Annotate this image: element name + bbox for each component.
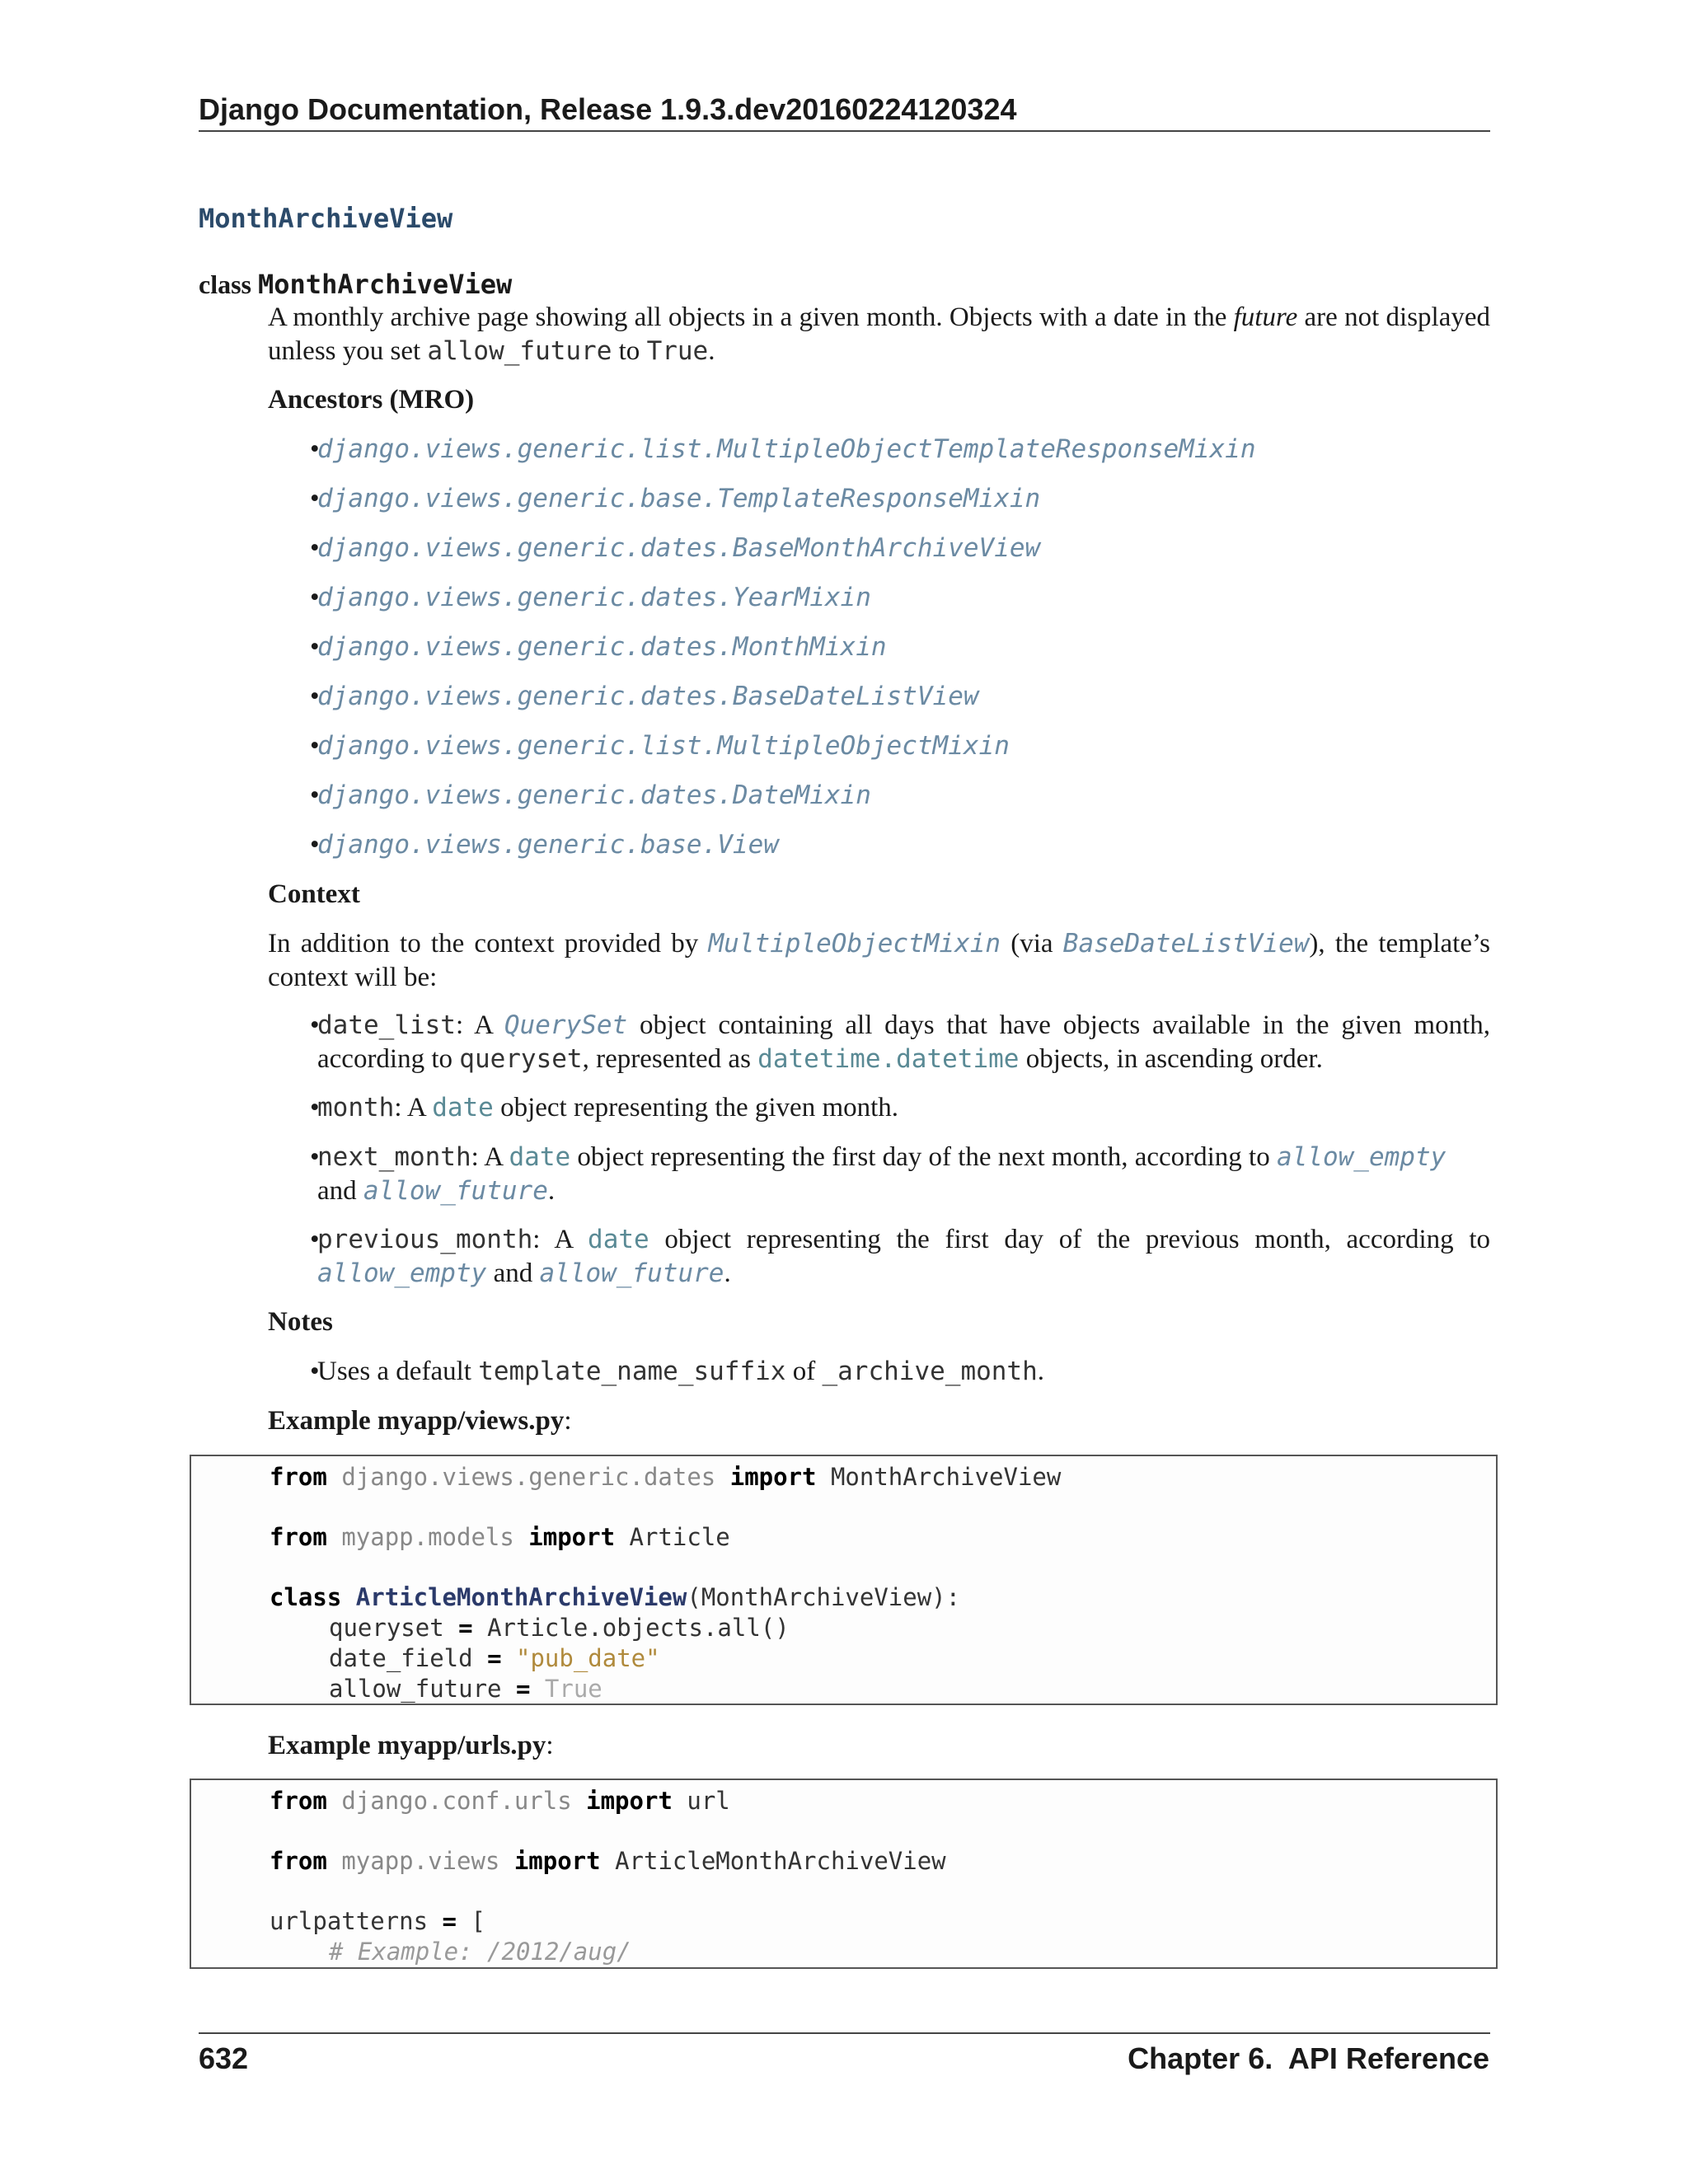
- code-line: date_field = "pub_date": [329, 1644, 660, 1672]
- ancestor-item: • django.views.generic.list.MultipleObjectTemplateResponseMixin: [310, 434, 1256, 464]
- ancestor-item: • django.views.generic.base.View: [310, 830, 779, 860]
- multipleobjectmixin-link[interactable]: MultipleObjectMixin: [708, 929, 1001, 958]
- date-link[interactable]: date: [432, 1093, 494, 1122]
- example-urls-heading: Example myapp/urls.py:: [268, 1731, 554, 1760]
- ancestor-item: • django.views.generic.dates.YearMixin: [310, 583, 871, 612]
- ancestor-link[interactable]: django.views.generic.dates.BaseDateListView: [317, 682, 979, 711]
- section-title: MonthArchiveView: [199, 203, 453, 234]
- context-item-next-month: • next_month: A date object representing the first day of the next month, according to allow_empty and allow_future.: [310, 1142, 1447, 1206]
- ancestor-link[interactable]: django.views.generic.dates.MonthMixin: [317, 632, 887, 662]
- ancestors-heading: Ancestors (MRO): [268, 385, 475, 415]
- allow-future-code: allow_future: [427, 336, 612, 366]
- code-line: from django.views.generic.dates import MonthArchiveView: [270, 1463, 1062, 1491]
- code-line: class ArticleMonthArchiveView(MonthArchiveView):: [270, 1583, 961, 1611]
- ancestor-link[interactable]: django.views.generic.list.MultipleObjectTemplateResponseMixin: [317, 434, 1256, 464]
- allow-future-link[interactable]: allow_future: [539, 1258, 724, 1288]
- header-rule: [199, 130, 1490, 132]
- ancestor-link[interactable]: django.views.generic.dates.BaseMonthArchiveView: [317, 533, 1041, 563]
- code-line: urlpatterns = [: [270, 1907, 485, 1935]
- ancestor-link[interactable]: django.views.generic.list.MultipleObjectMixin: [317, 731, 1010, 761]
- intro-paragraph: A monthly archive page showing all objects in a given month. Objects with a date in the future are not displayed unless you set allow_future to True.: [268, 302, 1490, 366]
- ancestor-link[interactable]: django.views.generic.base.View: [317, 830, 779, 860]
- date-link[interactable]: date: [509, 1142, 571, 1172]
- code-block-views: [190, 1455, 1498, 1705]
- ancestor-item: • django.views.generic.base.TemplateResponseMixin: [310, 484, 1041, 513]
- code-line: from django.conf.urls import url: [270, 1787, 730, 1815]
- context-item-month: • month: A date object representing the given month.: [310, 1093, 899, 1122]
- chapter-title: Chapter 6. API Reference: [1128, 2041, 1489, 2075]
- ancestor-item: • django.views.generic.dates.BaseDateListView: [310, 682, 979, 711]
- context-item-date-list: • date_list: A QuerySet object containing all days that have objects available in the given month, according to queryset, represented as datetime.datetime objects, in ascending order.: [310, 1010, 1490, 1074]
- future-emphasis: future: [1233, 302, 1298, 332]
- context-item-previous-month: • previous_month: A date object representing the first day of the previous month, according to allow_empty and allow_future.: [310, 1225, 1491, 1288]
- code-line: from myapp.views import ArticleMonthArchiveView: [270, 1847, 946, 1875]
- allow-future-link[interactable]: allow_future: [363, 1176, 548, 1206]
- code-line: queryset = Article.objects.all(): [329, 1614, 790, 1642]
- allow-empty-link[interactable]: allow_empty: [317, 1258, 487, 1288]
- ancestor-item: • django.views.generic.dates.MonthMixin: [310, 632, 887, 662]
- footer-rule: [199, 2032, 1490, 2034]
- queryset-link[interactable]: QuerySet: [504, 1010, 628, 1040]
- example-views-heading: Example myapp/views.py:: [268, 1406, 572, 1436]
- ancestor-item: • django.views.generic.list.MultipleObjectMixin: [310, 731, 1010, 761]
- ancestor-item: • django.views.generic.dates.BaseMonthArchiveView: [310, 533, 1041, 563]
- class-name: MonthArchiveView: [258, 269, 513, 300]
- notes-item: • Uses a default template_name_suffix of _archive_month.: [310, 1357, 1045, 1386]
- ancestor-item: • django.views.generic.dates.DateMixin: [310, 780, 871, 810]
- context-heading: Context: [268, 879, 360, 909]
- date-link[interactable]: date: [588, 1225, 649, 1254]
- true-code: True: [646, 336, 709, 366]
- ancestor-link[interactable]: django.views.generic.dates.DateMixin: [317, 780, 871, 810]
- page-number: 632: [199, 2041, 249, 2075]
- basedatelistview-link[interactable]: BaseDateListView: [1062, 929, 1310, 958]
- datetime-link[interactable]: datetime.datetime: [757, 1044, 1020, 1074]
- page-header: Django Documentation, Release 1.9.3.dev20160224120324: [199, 92, 1017, 126]
- ancestor-link[interactable]: django.views.generic.dates.YearMixin: [317, 583, 871, 612]
- class-signature: [199, 269, 512, 300]
- code-block-urls: [190, 1779, 1498, 1969]
- ancestor-link[interactable]: django.views.generic.base.TemplateResponseMixin: [317, 484, 1041, 513]
- code-line: # Example: /2012/aug/: [329, 1938, 631, 1966]
- context-paragraph: In addition to the context provided by MultipleObjectMixin (via BaseDateListView), the template’s context will be:: [268, 929, 1491, 992]
- allow-empty-link[interactable]: allow_empty: [1276, 1142, 1447, 1172]
- class-keyword: class: [199, 269, 251, 299]
- code-line: from myapp.models import Article: [270, 1523, 730, 1551]
- code-line: allow_future = True: [329, 1675, 603, 1703]
- notes-heading: Notes: [268, 1307, 333, 1337]
